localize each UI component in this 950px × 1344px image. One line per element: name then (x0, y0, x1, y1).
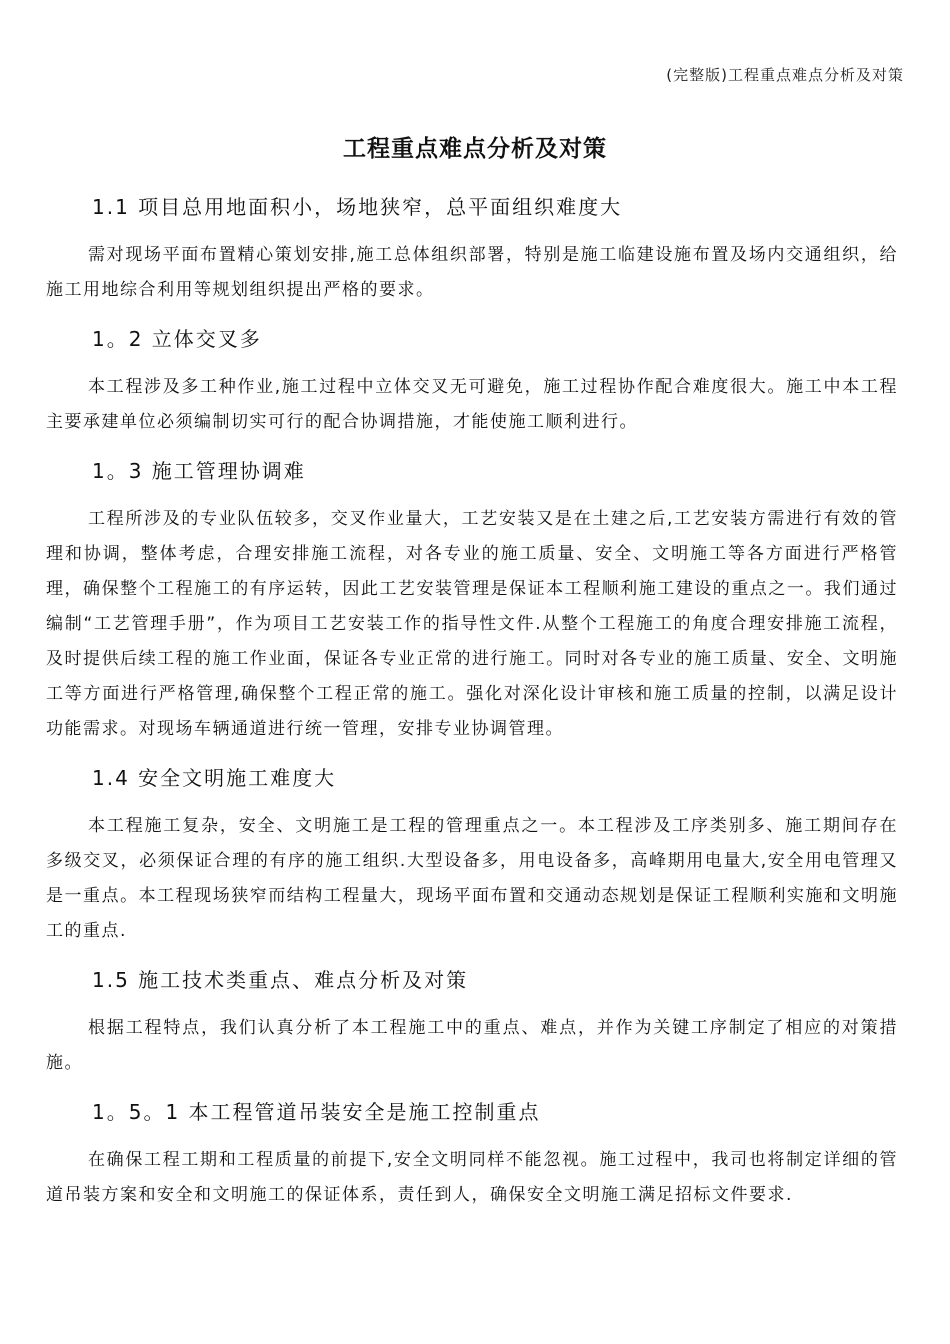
section-heading-1-5-1: 1。5。1 本工程管道吊装安全是施工控制重点 (92, 1100, 541, 1124)
document-title: 工程重点难点分析及对策 (343, 136, 607, 162)
section-heading-1-1: 1.1 项目总用地面积小，场地狭窄，总平面组织难度大 (92, 195, 623, 219)
section-heading-1-5: 1.5 施工技术类重点、难点分析及对策 (92, 968, 469, 992)
section-body-1-2: 本工程涉及多工种作业,施工过程中立体交叉无可避免，施工过程协作配合难度很大。施工中本工程主要承建单位必须编制切实可行的配合协调措施，才能使施工顺利进行。 (46, 377, 898, 432)
section-heading-1-4: 1.4 安全文明施工难度大 (92, 766, 337, 790)
section-body-1-3: 工程所涉及的专业队伍较多，交叉作业量大，工艺安装又是在土建之后,工艺安装方需进行有效的管理和协调，整体考虑，合理安排施工流程，对各专业的施工质量、安全、文明施工等各方面进行严格管理，确保整个工程施工的有序运转，因此工艺安装管理是保证本工程顺利施工建设的重点之一。我们通过编制“工艺管理手册”，作为项目工艺安装工作的指导性文件.从整个工程施工的角度合理安排施工流程，及时提供后续工程的施工作业面，保证各专业正常的进行施工。同时对各专业的施工质量、安全、文明施工等方面进行严格管理,确保整个工程正常的施工。强化对深化设计审核和施工质量的控制，以满足设计功能需求。对现场车辆通道进行统一管理，安排专业协调管理。 (46, 509, 898, 739)
section-heading-1-2: 1。2 立体交叉多 (92, 327, 262, 351)
section-body-1-5-1: 在确保工程工期和工程质量的前提下,安全文明同样不能忽视。施工过程中，我司也将制定详细的管道吊装方案和安全和文明施工的保证体系，责任到人，确保安全文明施工满足招标文件要求. (46, 1150, 898, 1205)
running-header: (完整版)工程重点难点分析及对策 (666, 66, 904, 84)
document-body (46, 190, 898, 1213)
section-body-1-4: 本工程施工复杂，安全、文明施工是工程的管理重点之一。本工程涉及工序类别多、施工期间存在多级交叉，必须保证合理的有序的施工组织.大型设备多，用电设备多，高峰期用电量大,安全用电管理又是一重点。本工程现场狭窄而结构工程量大，现场平面布置和交通动态规划是保证工程顺利实施和文明施工的重点. (46, 816, 898, 941)
section-body-1-5: 根据工程特点，我们认真分析了本工程施工中的重点、难点，并作为关键工序制定了相应的对策措施。 (46, 1018, 898, 1073)
section-heading-1-3: 1。3 施工管理协调难 (92, 459, 306, 483)
section-body-1-1: 需对现场平面布置精心策划安排,施工总体组织部署，特别是施工临建设施布置及场内交通组织，给施工用地综合利用等规划组织提出严格的要求。 (46, 245, 898, 300)
